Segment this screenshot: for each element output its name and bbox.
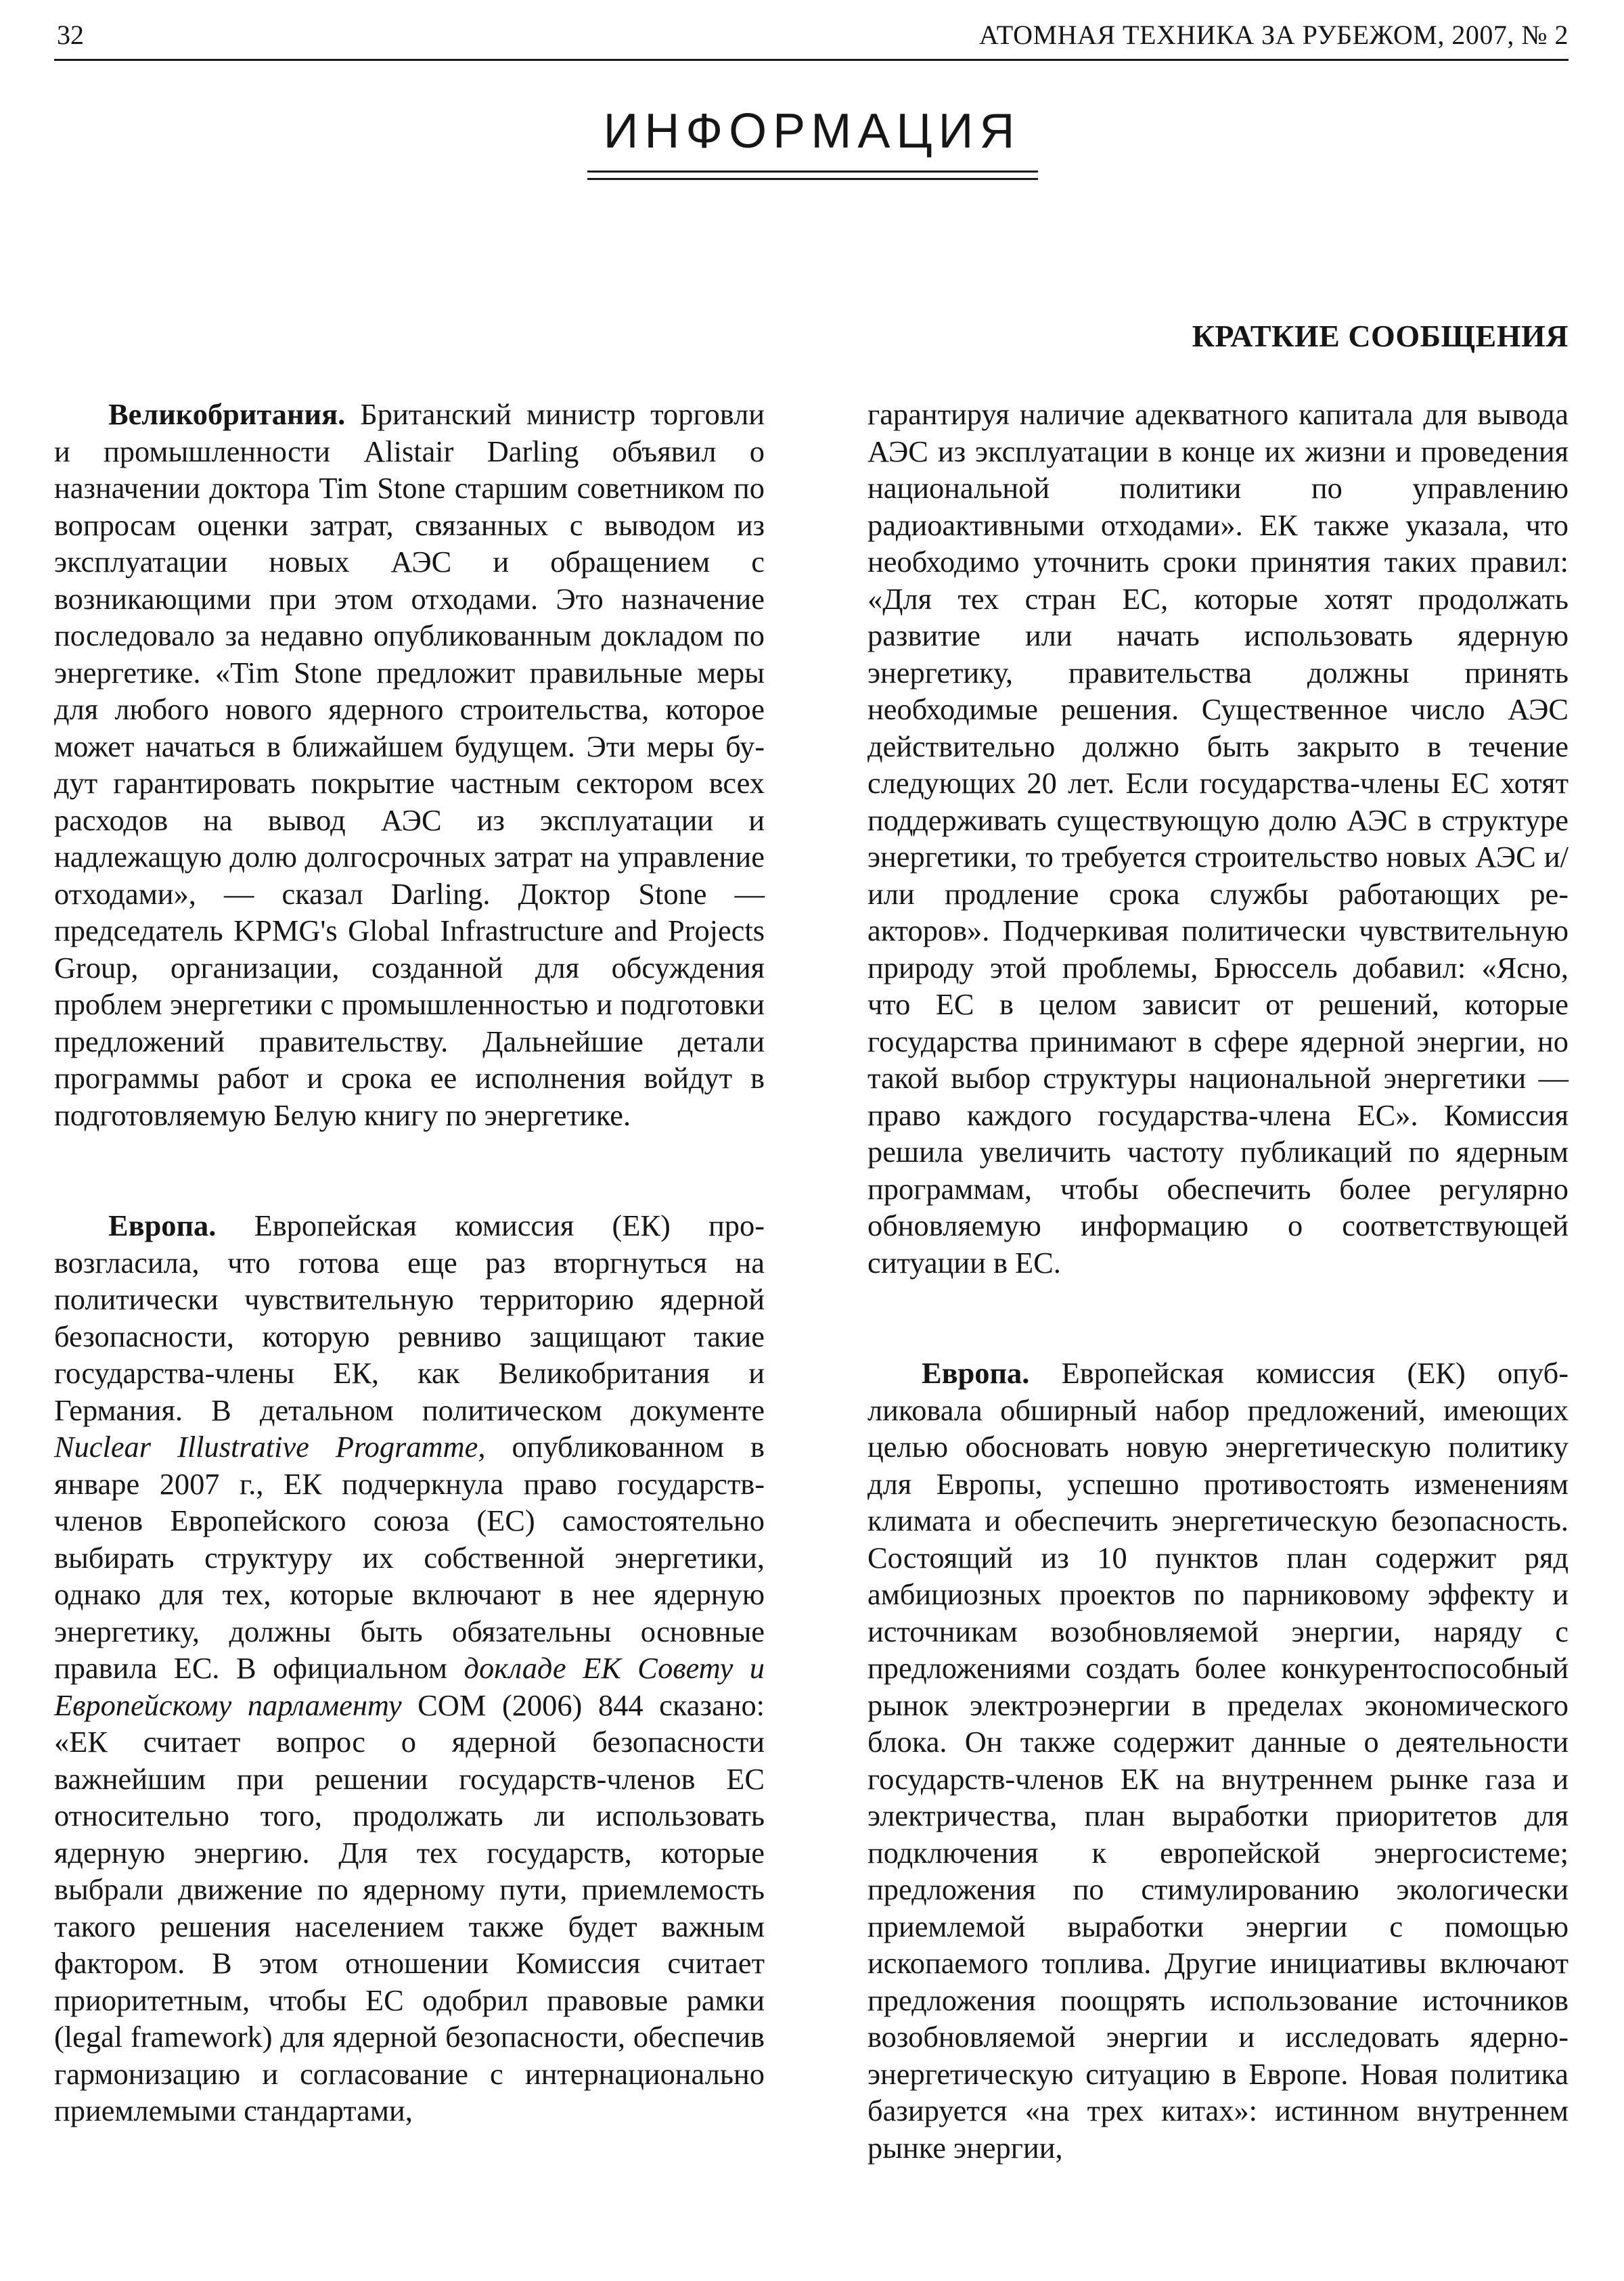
article-europe-1-lead: Европа. [108, 1209, 217, 1242]
article-europe-1 [54, 1207, 765, 2129]
left-column [54, 396, 765, 2129]
title-underline-second [587, 178, 1038, 180]
article-uk [54, 396, 765, 1133]
article-europe-2-lead: Европа. [922, 1356, 1030, 1390]
article-europe-1-body-b: опубликованном в январе 2007 г., ЕК подчеркнула право государств-членов Европейского союза (ЕС) самостоятельно выбирать структуру их собственной энергетики, однако для тех, которые включают в нее ядерную энергетику, должны быть обязательны основные правила ЕС. В официальном [54, 1430, 765, 1685]
article-europe-1-italic-b: докладе ЕК Совету и Европейскому парламенту [54, 1651, 765, 1722]
article-uk-body: Британский министр торговли и промышленности Alistair Darling объявил о назначении доктора Tim Stone старшим советником по вопросам оценки затрат, связанных с выводом из эксплуатации новых АЭС и обращением с возникающими при этом отходами. Это назначение последовало за недавно опубликованным докладом по энергетике. «Tim Stone предложит правильные меры для любого нового ядерного строительства, которое может начаться в ближайшем будущем. Эти меры будут гарантировать покрытие частным сектором всех расходов на вывод АЭС из эксплуатации и надлежащую долю долгосрочных затрат на управление отходами», — сказал Darling. Доктор Stone — председатель KPMG's Global Infrastructure and Projects Group, организации, созданной для обсуждения проблем энергетики с промышленностью и подготовки предложений правительству. Дальнейшие детали программы работ и срока ее исполнения войдут в подготовляемую Белую книгу по энергетике. [54, 397, 765, 1132]
title-underline [587, 171, 1038, 173]
journal-running-head: АТОМНАЯ ТЕХНИКА ЗА РУБЕЖОМ, 2007, № 2 [978, 20, 1569, 50]
article-europe-2-body: Европейская комиссия (ЕК) опубликовала обширный набор предложений, имеющих целью обосновать новую энергетическую политику для Европы, успешно противостоять изменениям климата и обеспечить энергетическую безопасность. Состоящий из 10 пунктов план содержит ряд амбициозных проектов по парниковому эффекту и источникам возобновляемой энергии, наряду с предложениями создать более конкурентоспособный рынок электроэнергии в пределах экономического блока. Он также содержит данные о деятельности государств-членов ЕК на внутреннем рынке газа и электричества, план выработки приоритетов для подключения к европейской энергосистеме; предложения по стимулированию экологически приемлемой выработки энергии с помощью ископаемого топлива. Другие инициативы включают предложения поощрять использование источников возобновляемой энергии и исследовать ядерно-энергетическую ситуацию в Европе. Новая политика базируется «на трех китах»: истинном внутреннем рынке энергии, [867, 1356, 1569, 2165]
article-europe-1-italic-a: Nuclear Illustrative Programme, [54, 1430, 486, 1464]
section-title: ИНФОРМАЦИЯ [603, 104, 1021, 158]
page-number: 32 [57, 20, 84, 50]
article-europe-1-continued: гарантируя наличие адекватного капитала для вывода АЭС из эксплуатации в конце их жизни и проведения национальной политики по управлению радиоактивными отходами». ЕК также указала, что необходимо уточнить сроки принятия таких правил: «Для тех стран ЕС, которые хотят продолжать развитие или начать использовать ядерную энергетику, правительства должны принять необходимые решения. Существенное число АЭС действительно должно быть закрыто в течение следующих 20 лет. Если государства-члены ЕС хотят поддерживать существующую долю АЭС в структуре энергетики, то требуется строительство новых АЭС и/или продление срока службы работающих реакторов». Подчеркивая политически чувствительную природу этой проблемы, Брюссель добавил: «Ясно, что ЕС в целом зависит от решений, которые государства принимают в сфере ядерной энергии, но такой выбор структуры национальной энергетики — право каждого государства-члена ЕС». Комиссия решила увеличить частоту публикаций по ядерным программам, чтобы обеспечить более регулярно обновляемую информацию о соответствующей ситуации в ЕС. [867, 397, 1569, 1280]
article-europe-2 [867, 1355, 1569, 2166]
article-europe-1-body-a: Европейская комиссия (ЕК) провозгласила, что готова еще раз вторгнуться на политически чувствительную территорию ядерной безопасности, которую ревниво защищают такие государства-члены ЕК, как Великобритания и Германия. В детальном политическом документе [54, 1209, 765, 1427]
article-uk-lead: Великобритания. [108, 397, 346, 431]
header-rule [54, 59, 1569, 61]
right-column [867, 396, 1569, 2166]
article-europe-1-body-c: COM (2006) 844 сказано: «ЕК считает вопрос о ядерной безопасности важнейшим при решении государств-членов ЕС относительно того, продолжать ли использовать ядерную энергию. Для тех государств, которые выбрали движение по ядерному пути, приемлемость такого решения населением также будет важным фактором. В этом отношении Комиссия считает приоритетным, чтобы ЕС одобрил правовые рамки (legal framework) для ядерной безопасности, обеспечив гармонизацию и согласование с интернационально приемлемыми стандартами, [54, 1688, 765, 2127]
subsection-title: КРАТКИЕ СООБЩЕНИЯ [1192, 319, 1569, 353]
